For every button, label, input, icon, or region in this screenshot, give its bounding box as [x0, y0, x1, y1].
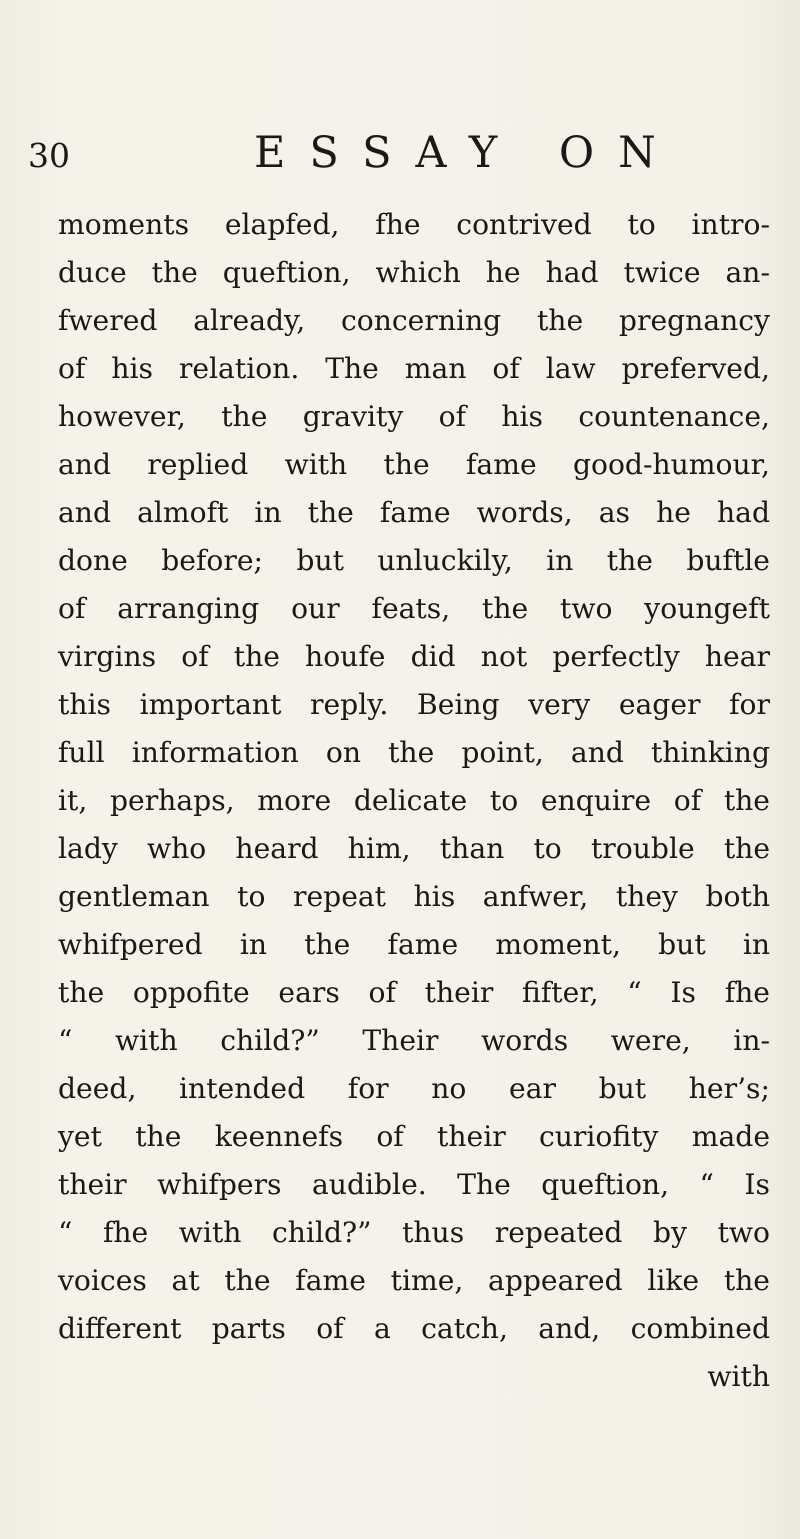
text-line: it, perhaps, more delicate to enquire of the: [58, 784, 770, 817]
text-line: duce the queftion, which he had twice an-: [58, 256, 770, 289]
text-line: voices at the fame time, appeared like the: [58, 1264, 770, 1297]
text-line: done before; but unluckily, in the buftle: [58, 544, 770, 577]
text-line: virgins of the houfe did not perfectly hear: [58, 640, 770, 673]
text-line: fwered already, concerning the pregnancy: [58, 304, 770, 337]
text-line: their whifpers audible. The queftion, “ Is: [58, 1168, 770, 1201]
text-line: lady who heard him, than to trouble the: [58, 832, 770, 865]
text-line: of his relation. The man of law preferved,: [58, 352, 770, 385]
text-line: “ fhe with child?” thus repeated by two: [58, 1216, 770, 1249]
text-line: different parts of a catch, and, combined: [58, 1312, 770, 1345]
text-line: whifpered in the fame moment, but in: [58, 928, 770, 961]
page-header: [28, 128, 748, 178]
text-line: of arranging our feats, the two youngeft: [58, 592, 770, 625]
running-head: ESSAY ON: [254, 128, 680, 178]
text-line: and almoft in the fame words, as he had: [58, 496, 770, 529]
text-line: and replied with the fame good-humour,: [58, 448, 770, 481]
text-line: “ with child?” Their words were, in-: [58, 1024, 770, 1057]
text-line: the oppofite ears of their fifter, “ Is fhe: [58, 976, 770, 1009]
text-line: yet the keennefs of their curiofity made: [58, 1120, 770, 1153]
text-line: full information on the point, and thinking: [58, 736, 770, 769]
text-line: however, the gravity of his countenance,: [58, 400, 770, 433]
text-line: moments elapfed, fhe contrived to intro-: [58, 208, 770, 241]
text-line: deed, intended for no ear but her’s;: [58, 1072, 770, 1105]
text-line: this important reply. Being very eager for: [58, 688, 770, 721]
page-number: 30: [28, 136, 70, 175]
catchword: with: [707, 1360, 770, 1393]
text-line: gentleman to repeat his anfwer, they both: [58, 880, 770, 913]
